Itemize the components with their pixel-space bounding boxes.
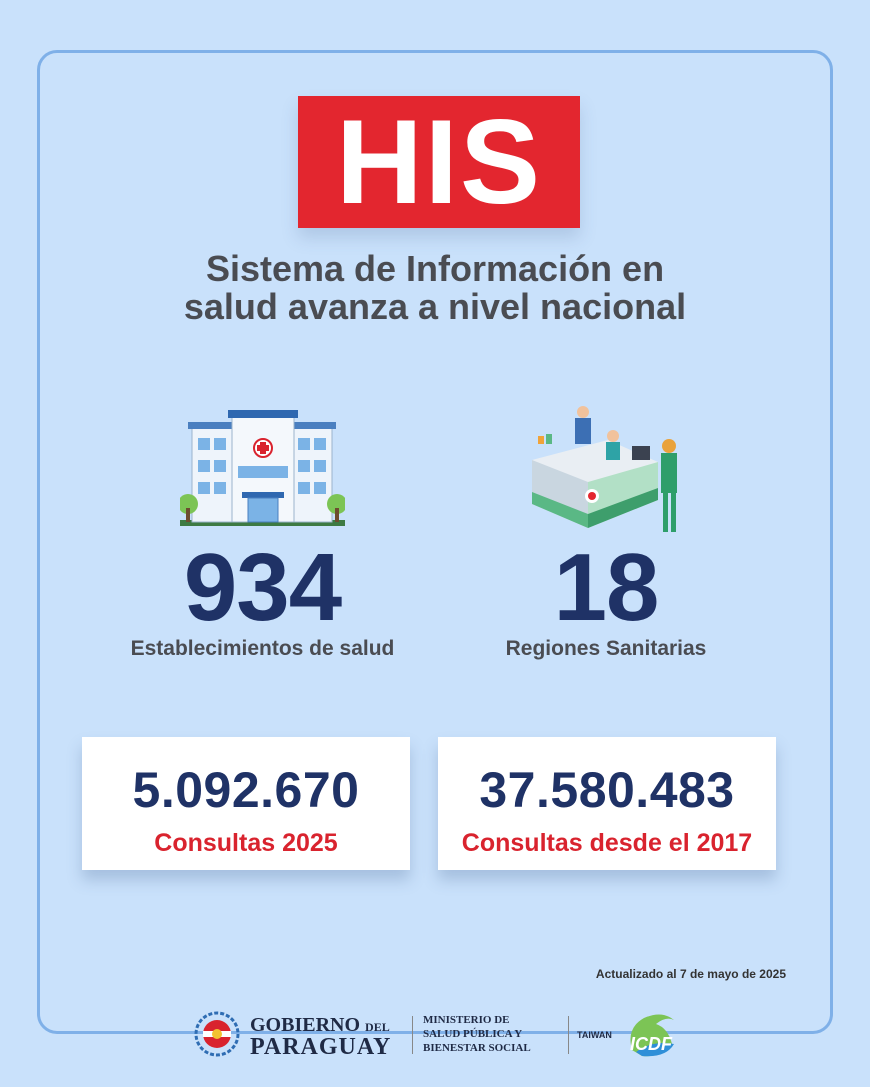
- icdf-logo: [622, 1010, 678, 1058]
- consultations-total-label: Consultas desde el 2017: [461, 829, 753, 857]
- icdf-text: ICDF: [630, 1034, 672, 1054]
- regions-count: 18: [553, 534, 659, 641]
- paraguay-seal-icon: [194, 1011, 240, 1057]
- ministry-line3: BIENESTAR SOCIAL: [423, 1042, 531, 1054]
- gov-line2: PARAGUAY: [250, 1034, 392, 1060]
- consultations-2025-label: Consultas 2025: [154, 829, 338, 857]
- his-badge-text: HIS: [335, 95, 543, 229]
- gov-line1: GOBIERNO DEL: [250, 1014, 390, 1036]
- ministry-line1: MINISTERIO DE: [423, 1014, 510, 1026]
- taiwan-label: TAIWAN: [577, 1030, 612, 1040]
- ministry-line2: SALUD PÚBLICA Y: [423, 1028, 523, 1040]
- consultations-2025-card: [82, 737, 410, 870]
- establishments-count: 934: [183, 534, 342, 641]
- footer-divider: [412, 1016, 413, 1054]
- consultations-2025-value: 5.092.670: [132, 762, 360, 818]
- footer-logos: [190, 1008, 690, 1060]
- establishments-label: Establecimientos de salud: [130, 637, 395, 660]
- his-badge: [298, 96, 580, 228]
- hospital-building-icon: [180, 408, 345, 530]
- updated-date: Actualizado al 7 de mayo de 2025: [595, 967, 786, 981]
- consultations-total-card: [438, 737, 776, 870]
- page-title-line1: Sistema de Información en: [205, 248, 665, 289]
- page-title-line2: salud avanza a nivel nacional: [183, 286, 687, 327]
- health-reception-icon: [528, 400, 688, 542]
- regions-label: Regiones Sanitarias: [505, 637, 707, 660]
- footer-divider: [568, 1016, 569, 1054]
- consultations-total-value: 37.580.483: [479, 762, 735, 818]
